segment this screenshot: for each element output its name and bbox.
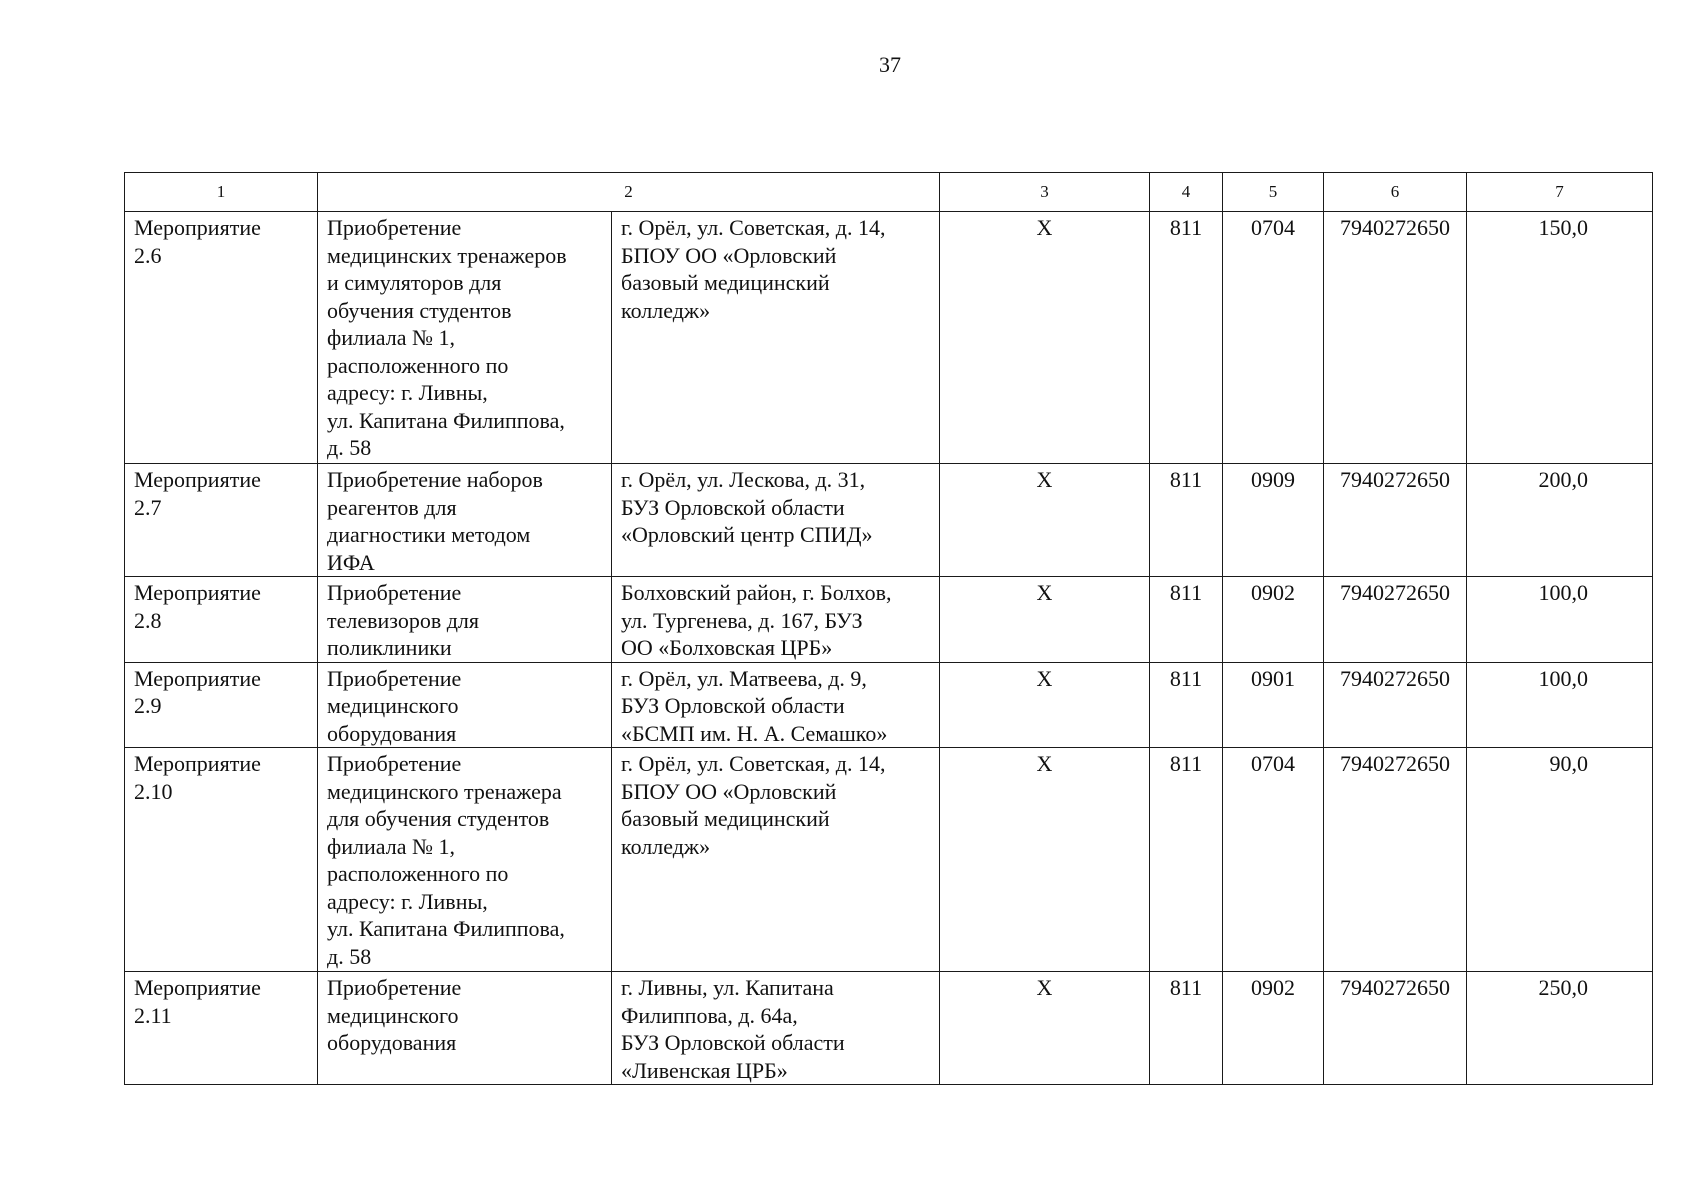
table-row	[125, 748, 1653, 972]
header-cell-3: 3	[940, 173, 1150, 212]
event-cell: Мероприятие 2.7	[125, 464, 318, 577]
header-cell-2: 2	[318, 173, 940, 212]
event-cell: Мероприятие 2.10	[125, 748, 318, 972]
page-number: 37	[879, 52, 901, 77]
col5-cell: 0902	[1223, 972, 1324, 1085]
col4-cell: 811	[1150, 748, 1223, 972]
col5-cell: 0902	[1223, 577, 1324, 663]
table-row	[125, 972, 1653, 1085]
header-cell-7: 7	[1467, 173, 1653, 212]
col5-cell: 0901	[1223, 662, 1324, 748]
col3-cell: Х	[940, 464, 1150, 577]
table-row	[125, 577, 1653, 663]
budget-table	[124, 172, 1653, 1085]
description-cell: Приобретение медицинского оборудования	[318, 972, 612, 1085]
description-cell: Приобретение медицинского оборудования	[318, 662, 612, 748]
table-row	[125, 212, 1653, 464]
col6-cell: 7940272650	[1324, 212, 1467, 464]
col6-cell: 7940272650	[1324, 972, 1467, 1085]
col7-cell: 100,0	[1467, 662, 1653, 748]
header-cell-5: 5	[1223, 173, 1324, 212]
address-cell: г. Орёл, ул. Советская, д. 14, БПОУ ОО «Орловский базовый медицинский колледж»	[612, 212, 940, 464]
address-cell: г. Ливны, ул. Капитана Филиппова, д. 64а, БУЗ Орловской области «Ливенская ЦРБ»	[612, 972, 940, 1085]
col6-cell: 7940272650	[1324, 464, 1467, 577]
table-row	[125, 464, 1653, 577]
col6-cell: 7940272650	[1324, 662, 1467, 748]
col6-cell: 7940272650	[1324, 748, 1467, 972]
address-cell: г. Орёл, ул. Советская, д. 14, БПОУ ОО «Орловский базовый медицинский колледж»	[612, 748, 940, 972]
event-cell: Мероприятие 2.6	[125, 212, 318, 464]
description-cell: Приобретение медицинского тренажера для обучения студентов филиала № 1, расположенного по адресу: г. Ливны, ул. Капитана Филиппова, д. 58	[318, 748, 612, 972]
col4-cell: 811	[1150, 577, 1223, 663]
col3-cell: Х	[940, 972, 1150, 1085]
col3-cell: Х	[940, 212, 1150, 464]
event-cell: Мероприятие 2.9	[125, 662, 318, 748]
header-cell-4: 4	[1150, 173, 1223, 212]
table-row	[125, 662, 1653, 748]
event-cell: Мероприятие 2.11	[125, 972, 318, 1085]
col5-cell: 0704	[1223, 748, 1324, 972]
header-cell-6: 6	[1324, 173, 1467, 212]
header-row	[125, 173, 1653, 212]
description-cell: Приобретение медицинских тренажеров и симуляторов для обучения студентов филиала № 1, расположенного по адресу: г. Ливны, ул. Капитана Филиппова, д. 58	[318, 212, 612, 464]
col5-cell: 0909	[1223, 464, 1324, 577]
col4-cell: 811	[1150, 972, 1223, 1085]
col3-cell: Х	[940, 748, 1150, 972]
address-cell: Болховский район, г. Болхов, ул. Тургенева, д. 167, БУЗ ОО «Болховская ЦРБ»	[612, 577, 940, 663]
description-cell: Приобретение наборов реагентов для диагностики методом ИФА	[318, 464, 612, 577]
col3-cell: Х	[940, 662, 1150, 748]
address-cell: г. Орёл, ул. Лескова, д. 31, БУЗ Орловской области «Орловский центр СПИД»	[612, 464, 940, 577]
col7-cell: 150,0	[1467, 212, 1653, 464]
col3-cell: Х	[940, 577, 1150, 663]
col5-cell: 0704	[1223, 212, 1324, 464]
col6-cell: 7940272650	[1324, 577, 1467, 663]
col7-cell: 100,0	[1467, 577, 1653, 663]
col7-cell: 250,0	[1467, 972, 1653, 1085]
col4-cell: 811	[1150, 464, 1223, 577]
col4-cell: 811	[1150, 212, 1223, 464]
col7-cell: 90,0	[1467, 748, 1653, 972]
header-cell-1: 1	[125, 173, 318, 212]
col4-cell: 811	[1150, 662, 1223, 748]
event-cell: Мероприятие 2.8	[125, 577, 318, 663]
address-cell: г. Орёл, ул. Матвеева, д. 9, БУЗ Орловской области «БСМП им. Н. А. Семашко»	[612, 662, 940, 748]
col7-cell: 200,0	[1467, 464, 1653, 577]
description-cell: Приобретение телевизоров для поликлиники	[318, 577, 612, 663]
